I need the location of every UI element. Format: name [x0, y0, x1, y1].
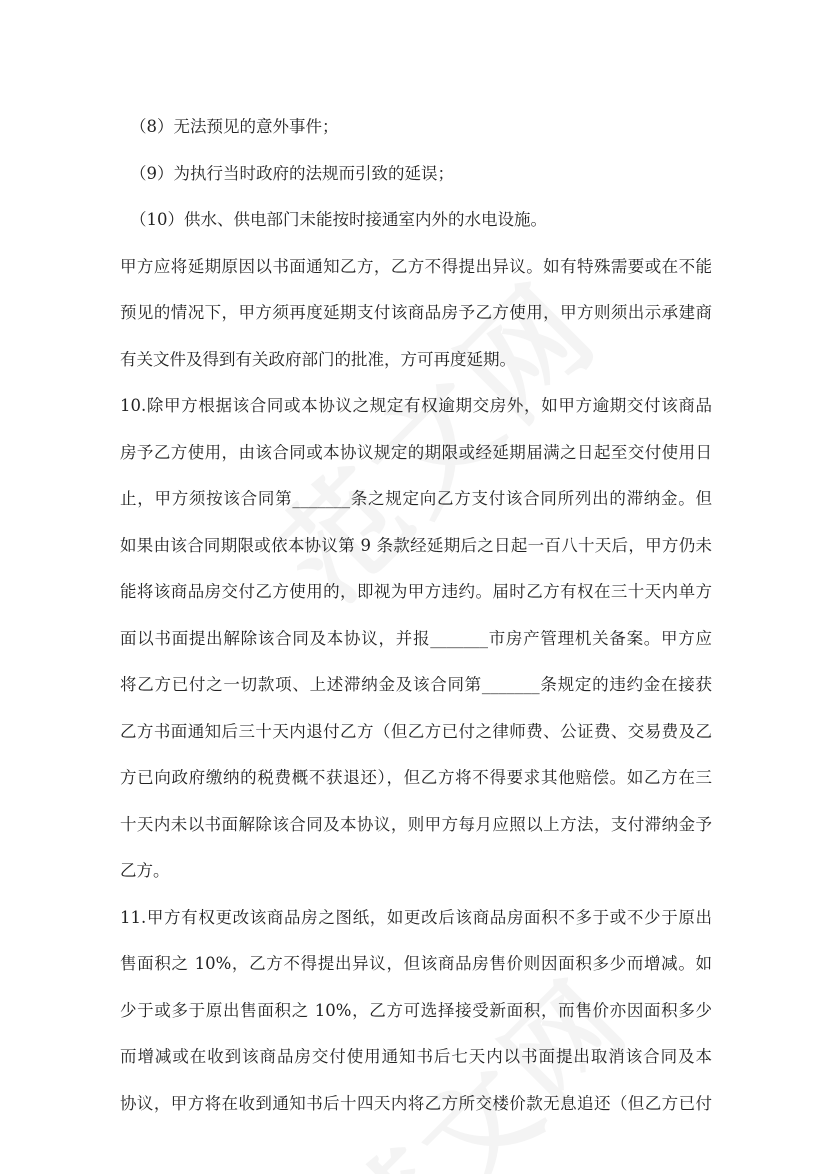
paragraph-line: 10.除甲方根据该合同或本协议之规定有权逾期交房外，如甲方逾期交付该商品	[120, 396, 712, 415]
paragraph-line: 有关文件及得到有关政府部门的批准，方可再度延期。	[120, 349, 516, 369]
paragraph-line: 甲方应将延期原因以书面通知乙方，乙方不得提出异议。如有特殊需要或在不能	[120, 256, 712, 276]
paragraph-line: 预见的情况下，甲方须再度延期支付该商品房予乙方使用，甲方则须出示承建商	[120, 303, 712, 322]
paragraph-line: 乙方。	[120, 861, 170, 880]
paragraph-line: 协议，甲方将在收到通知书后十四天内将乙方所交楼价款无息追还（但乙方已付	[120, 1093, 712, 1113]
paragraph-line: （10）供水、供电部门未能按时接通室内外的水电设施。	[130, 210, 547, 229]
paragraph-line: 面以书面提出解除该合同及本协议，并报_______市房产管理机关备案。甲方应	[120, 628, 712, 648]
paragraph-line: （9）为执行当时政府的法规而引致的延误；	[130, 163, 454, 183]
document-body	[120, 104, 712, 1127]
paragraph-line: （8）无法预见的意外事件；	[130, 117, 339, 136]
paragraph-line: 11.甲方有权更改该商品房之图纸，如更改后该商品房面积不多于或不少于原出	[120, 907, 712, 927]
paragraph-line: 能将该商品房交付乙方使用的，即视为甲方违约。届时乙方有权在三十天内单方	[120, 582, 712, 601]
paragraph-line: 售面积之 10%，乙方不得提出异议，但该商品房售价则因面积多少而增减。如	[120, 954, 712, 973]
paragraph-line: 方已向政府缴纳的税费概不获退还），但乙方将不得要求其他赔偿。如乙方在三	[120, 768, 712, 787]
paragraph-line: 乙方书面通知后三十天内退付乙方（但乙方已付之律师费、公证费、交易费及乙	[120, 721, 712, 741]
paragraph-line: 十天内未以书面解除该合同及本协议，则甲方每月应照以上方法，支付滞纳金予	[120, 814, 712, 834]
paragraph-line: 房予乙方使用，由该合同或本协议规定的期限或经延期届满之日起至交付使用日	[120, 442, 712, 462]
paragraph-line: 将乙方已付之一切款项、上述滞纳金及该合同第_______条规定的违约金在接获	[120, 675, 712, 694]
paragraph-line: 而增减或在收到该商品房交付使用通知书后七天内以书面提出取消该合同及本	[120, 1047, 712, 1066]
paragraph-line: 止，甲方须按该合同第_______条之规定向乙方支付该合同所列出的滞纳金。但	[120, 489, 712, 508]
paragraph-line: 如果由该合同期限或依本协议第 9 条款经延期后之日起一百八十天后，甲方仍未	[120, 535, 712, 555]
paragraph-line: 少于或多于原出售面积之 10%，乙方可选择接受新面积，而售价亦因面积多少	[120, 1000, 712, 1020]
